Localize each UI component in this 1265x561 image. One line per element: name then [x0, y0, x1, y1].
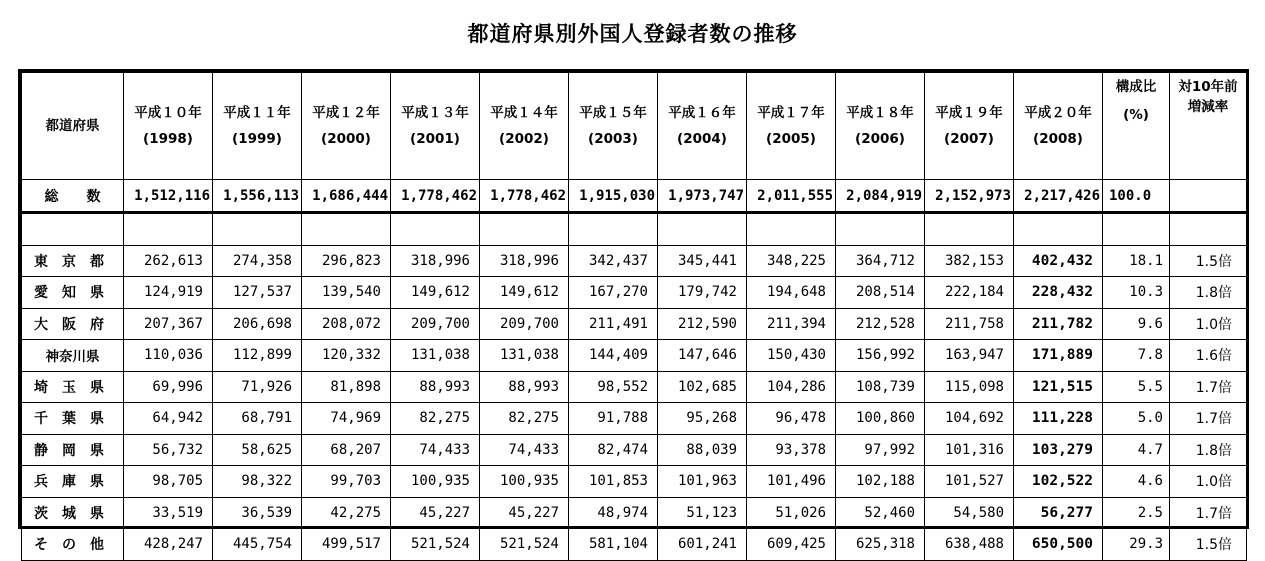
row-ratio: 2.5 — [1103, 497, 1170, 529]
row-ratio: 4.7 — [1103, 434, 1170, 466]
header-ratio-unit: (%) — [1123, 107, 1149, 123]
total-cell: 2,084,919 — [836, 180, 925, 213]
table-row — [22, 340, 1247, 372]
table-cell: 102,188 — [836, 466, 925, 498]
table-cell: 318,996 — [480, 245, 569, 277]
header-year — [925, 73, 1014, 180]
header-year-label: 平成１６年 — [668, 105, 736, 121]
header-year — [569, 73, 658, 180]
table-cell: 93,378 — [747, 434, 836, 466]
header-year-label: 平成１３年 — [401, 105, 469, 121]
table-cell: 88,993 — [480, 371, 569, 403]
table-cell: 625,318 — [836, 529, 925, 561]
separator-cell — [1103, 213, 1170, 246]
table-cell: 208,072 — [302, 308, 391, 340]
table-cell: 131,038 — [391, 340, 480, 372]
table-cell: 36,539 — [213, 497, 302, 529]
separator-row — [22, 213, 1247, 246]
table-cell: 64,942 — [124, 403, 213, 435]
table-cell: 348,225 — [747, 245, 836, 277]
table-cell: 74,969 — [302, 403, 391, 435]
table-cell: 91,788 — [569, 403, 658, 435]
table-cell: 110,036 — [124, 340, 213, 372]
table-cell: 211,491 — [569, 308, 658, 340]
separator-cell — [925, 213, 1014, 246]
table-cell: 97,992 — [836, 434, 925, 466]
header-year-western: (2000) — [321, 131, 371, 147]
table-cell: 82,275 — [391, 403, 480, 435]
header-year-western: (2002) — [499, 131, 549, 147]
table-cell: 101,316 — [925, 434, 1014, 466]
table-cell: 211,758 — [925, 308, 1014, 340]
table-row — [22, 308, 1247, 340]
table-cell: 212,528 — [836, 308, 925, 340]
total-ratio: 100.0 — [1103, 180, 1170, 213]
table-cell: 131,038 — [480, 340, 569, 372]
table-cell: 58,625 — [213, 434, 302, 466]
header-year — [658, 73, 747, 180]
table-cell: 115,098 — [925, 371, 1014, 403]
statistics-table-frame — [18, 69, 1249, 554]
row-prefecture: 静 岡 県 — [22, 434, 124, 466]
table-cell: 98,322 — [213, 466, 302, 498]
header-year-label: 平成１８年 — [846, 105, 914, 121]
header-change — [1170, 73, 1247, 180]
row-ratio: 29.3 — [1103, 529, 1170, 561]
total-cell: 1,556,113 — [213, 180, 302, 213]
table-cell: 101,496 — [747, 466, 836, 498]
total-cell: 1,778,462 — [480, 180, 569, 213]
separator-cell — [1014, 213, 1103, 246]
header-year-label: 平成１１年 — [223, 105, 291, 121]
table-cell: 211,782 — [1014, 308, 1103, 340]
header-row — [22, 73, 1247, 180]
table-cell: 296,823 — [302, 245, 391, 277]
table-cell: 364,712 — [836, 245, 925, 277]
table-cell: 163,947 — [925, 340, 1014, 372]
table-cell: 99,703 — [302, 466, 391, 498]
table-cell: 52,460 — [836, 497, 925, 529]
row-change: 1.8倍 — [1170, 434, 1247, 466]
total-cell: 1,686,444 — [302, 180, 391, 213]
header-year-label: 平成１０年 — [134, 105, 202, 121]
table-cell: 147,646 — [658, 340, 747, 372]
table-cell: 102,685 — [658, 371, 747, 403]
page-title: 都道府県別外国人登録者数の推移 — [467, 22, 798, 46]
table-cell: 56,277 — [1014, 497, 1103, 529]
table-cell: 345,441 — [658, 245, 747, 277]
table-cell: 445,754 — [213, 529, 302, 561]
table-cell: 149,612 — [391, 277, 480, 309]
header-ratio — [1103, 73, 1170, 180]
table-row — [22, 403, 1247, 435]
header-year — [836, 73, 925, 180]
table-cell: 127,537 — [213, 277, 302, 309]
table-cell: 171,889 — [1014, 340, 1103, 372]
header-year — [302, 73, 391, 180]
separator-cell — [391, 213, 480, 246]
table-cell: 274,358 — [213, 245, 302, 277]
table-cell: 101,963 — [658, 466, 747, 498]
row-prefecture: 茨 城 県 — [22, 497, 124, 529]
total-label: 総 数 — [22, 180, 124, 213]
table-cell: 71,926 — [213, 371, 302, 403]
table-cell: 33,519 — [124, 497, 213, 529]
row-ratio: 18.1 — [1103, 245, 1170, 277]
table-cell: 382,153 — [925, 245, 1014, 277]
table-cell: 82,275 — [480, 403, 569, 435]
table-cell: 51,026 — [747, 497, 836, 529]
table-cell: 82,474 — [569, 434, 658, 466]
table-cell: 601,241 — [658, 529, 747, 561]
table-cell: 45,227 — [480, 497, 569, 529]
row-change: 1.8倍 — [1170, 277, 1247, 309]
table-cell: 68,791 — [213, 403, 302, 435]
table-cell: 139,540 — [302, 277, 391, 309]
table-cell: 428,247 — [124, 529, 213, 561]
table-row — [22, 371, 1247, 403]
separator-cell — [22, 213, 124, 246]
row-prefecture: 東 京 都 — [22, 245, 124, 277]
header-year-western: (2005) — [766, 131, 816, 147]
header-change-line2: 増減率 — [1187, 99, 1229, 115]
table-cell: 206,698 — [213, 308, 302, 340]
table-cell: 194,648 — [747, 277, 836, 309]
header-year — [480, 73, 569, 180]
separator-cell — [836, 213, 925, 246]
row-change: 1.7倍 — [1170, 497, 1247, 529]
table-cell: 609,425 — [747, 529, 836, 561]
row-prefecture: 兵 庫 県 — [22, 466, 124, 498]
row-ratio: 7.8 — [1103, 340, 1170, 372]
header-year-western: (2003) — [588, 131, 638, 147]
table-cell: 209,700 — [480, 308, 569, 340]
table-cell: 48,974 — [569, 497, 658, 529]
table-cell: 212,590 — [658, 308, 747, 340]
table-cell: 638,488 — [925, 529, 1014, 561]
table-cell: 112,899 — [213, 340, 302, 372]
table-cell: 98,705 — [124, 466, 213, 498]
table-cell: 45,227 — [391, 497, 480, 529]
header-year-label: 平成２０年 — [1024, 105, 1092, 121]
header-year-label: 平成１７年 — [757, 105, 825, 121]
table-cell: 88,993 — [391, 371, 480, 403]
header-year-label: 平成１５年 — [579, 105, 647, 121]
table-cell: 100,860 — [836, 403, 925, 435]
table-cell: 120,332 — [302, 340, 391, 372]
table-cell: 101,853 — [569, 466, 658, 498]
table-cell: 179,742 — [658, 277, 747, 309]
table-row — [22, 529, 1247, 561]
header-year — [391, 73, 480, 180]
table-cell: 81,898 — [302, 371, 391, 403]
total-cell: 1,512,116 — [124, 180, 213, 213]
table-cell: 581,104 — [569, 529, 658, 561]
table-cell: 101,527 — [925, 466, 1014, 498]
table-cell: 42,275 — [302, 497, 391, 529]
row-prefecture: 大 阪 府 — [22, 308, 124, 340]
table-cell: 102,522 — [1014, 466, 1103, 498]
table-cell: 167,270 — [569, 277, 658, 309]
row-ratio: 10.3 — [1103, 277, 1170, 309]
table-cell: 124,919 — [124, 277, 213, 309]
table-cell: 121,515 — [1014, 371, 1103, 403]
row-prefecture: そ の 他 — [22, 529, 124, 561]
table-cell: 209,700 — [391, 308, 480, 340]
header-prefecture: 都道府県 — [22, 73, 124, 180]
separator-cell — [213, 213, 302, 246]
table-cell: 68,207 — [302, 434, 391, 466]
total-row — [22, 180, 1247, 213]
separator-cell — [569, 213, 658, 246]
header-year-western: (2006) — [855, 131, 905, 147]
table-row — [22, 497, 1247, 529]
table-cell: 96,478 — [747, 403, 836, 435]
separator-cell — [1170, 213, 1247, 246]
table-cell: 499,517 — [302, 529, 391, 561]
total-cell: 1,915,030 — [569, 180, 658, 213]
table-cell: 521,524 — [480, 529, 569, 561]
table-row — [22, 434, 1247, 466]
table-cell: 54,580 — [925, 497, 1014, 529]
header-year — [747, 73, 836, 180]
row-ratio: 9.6 — [1103, 308, 1170, 340]
separator-cell — [480, 213, 569, 246]
separator-cell — [302, 213, 391, 246]
row-change: 1.0倍 — [1170, 308, 1247, 340]
header-year-label: 平成１２年 — [312, 105, 380, 121]
header-year-western: (1999) — [232, 131, 282, 147]
row-ratio: 5.0 — [1103, 403, 1170, 435]
header-year-western: (2001) — [410, 131, 460, 147]
table-cell: 100,935 — [480, 466, 569, 498]
row-prefecture: 神奈川県 — [22, 340, 124, 372]
table-cell: 150,430 — [747, 340, 836, 372]
table-cell: 521,524 — [391, 529, 480, 561]
header-year-label: 平成１９年 — [935, 105, 1003, 121]
table-cell: 262,613 — [124, 245, 213, 277]
table-cell: 650,500 — [1014, 529, 1103, 561]
total-cell: 1,778,462 — [391, 180, 480, 213]
statistics-table — [21, 72, 1247, 561]
row-prefecture: 千 葉 県 — [22, 403, 124, 435]
table-cell: 144,409 — [569, 340, 658, 372]
table-cell: 95,268 — [658, 403, 747, 435]
total-cell: 2,011,555 — [747, 180, 836, 213]
table-cell: 108,739 — [836, 371, 925, 403]
table-cell: 111,228 — [1014, 403, 1103, 435]
table-cell: 69,996 — [124, 371, 213, 403]
header-ratio-label: 構成比 — [1115, 79, 1157, 95]
row-change: 1.7倍 — [1170, 403, 1247, 435]
table-row — [22, 245, 1247, 277]
table-cell: 74,433 — [391, 434, 480, 466]
table-cell: 104,692 — [925, 403, 1014, 435]
header-year — [124, 73, 213, 180]
table-cell: 51,123 — [658, 497, 747, 529]
row-prefecture: 埼 玉 県 — [22, 371, 124, 403]
header-change-line1: 対10年前 — [1178, 79, 1238, 95]
header-year-western: (2004) — [677, 131, 727, 147]
header-year-western: (2008) — [1033, 131, 1083, 147]
table-cell: 342,437 — [569, 245, 658, 277]
data-rows — [22, 213, 1247, 561]
row-ratio: 5.5 — [1103, 371, 1170, 403]
table-cell: 222,184 — [925, 277, 1014, 309]
table-row — [22, 277, 1247, 309]
table-cell: 402,432 — [1014, 245, 1103, 277]
row-change: 1.7倍 — [1170, 371, 1247, 403]
header-year-western: (1998) — [143, 131, 193, 147]
total-cell: 1,973,747 — [658, 180, 747, 213]
table-cell: 207,367 — [124, 308, 213, 340]
header-year-label: 平成１４年 — [490, 105, 558, 121]
row-ratio: 4.6 — [1103, 466, 1170, 498]
table-cell: 88,039 — [658, 434, 747, 466]
table-cell: 103,279 — [1014, 434, 1103, 466]
table-cell: 56,732 — [124, 434, 213, 466]
table-cell: 208,514 — [836, 277, 925, 309]
separator-cell — [747, 213, 836, 246]
table-cell: 211,394 — [747, 308, 836, 340]
table-cell: 318,996 — [391, 245, 480, 277]
separator-cell — [658, 213, 747, 246]
total-change — [1170, 180, 1247, 213]
table-cell: 100,935 — [391, 466, 480, 498]
row-change: 1.5倍 — [1170, 245, 1247, 277]
separator-cell — [124, 213, 213, 246]
table-cell: 149,612 — [480, 277, 569, 309]
row-prefecture: 愛 知 県 — [22, 277, 124, 309]
table-cell: 104,286 — [747, 371, 836, 403]
table-cell: 98,552 — [569, 371, 658, 403]
table-row — [22, 466, 1247, 498]
row-change: 1.5倍 — [1170, 529, 1247, 561]
table-cell: 74,433 — [480, 434, 569, 466]
total-cell: 2,217,426 — [1014, 180, 1103, 213]
header-year — [1014, 73, 1103, 180]
row-change: 1.0倍 — [1170, 466, 1247, 498]
header-year — [213, 73, 302, 180]
total-cell: 2,152,973 — [925, 180, 1014, 213]
header-year-western: (2007) — [944, 131, 994, 147]
row-change: 1.6倍 — [1170, 340, 1247, 372]
table-cell: 228,432 — [1014, 277, 1103, 309]
table-cell: 156,992 — [836, 340, 925, 372]
